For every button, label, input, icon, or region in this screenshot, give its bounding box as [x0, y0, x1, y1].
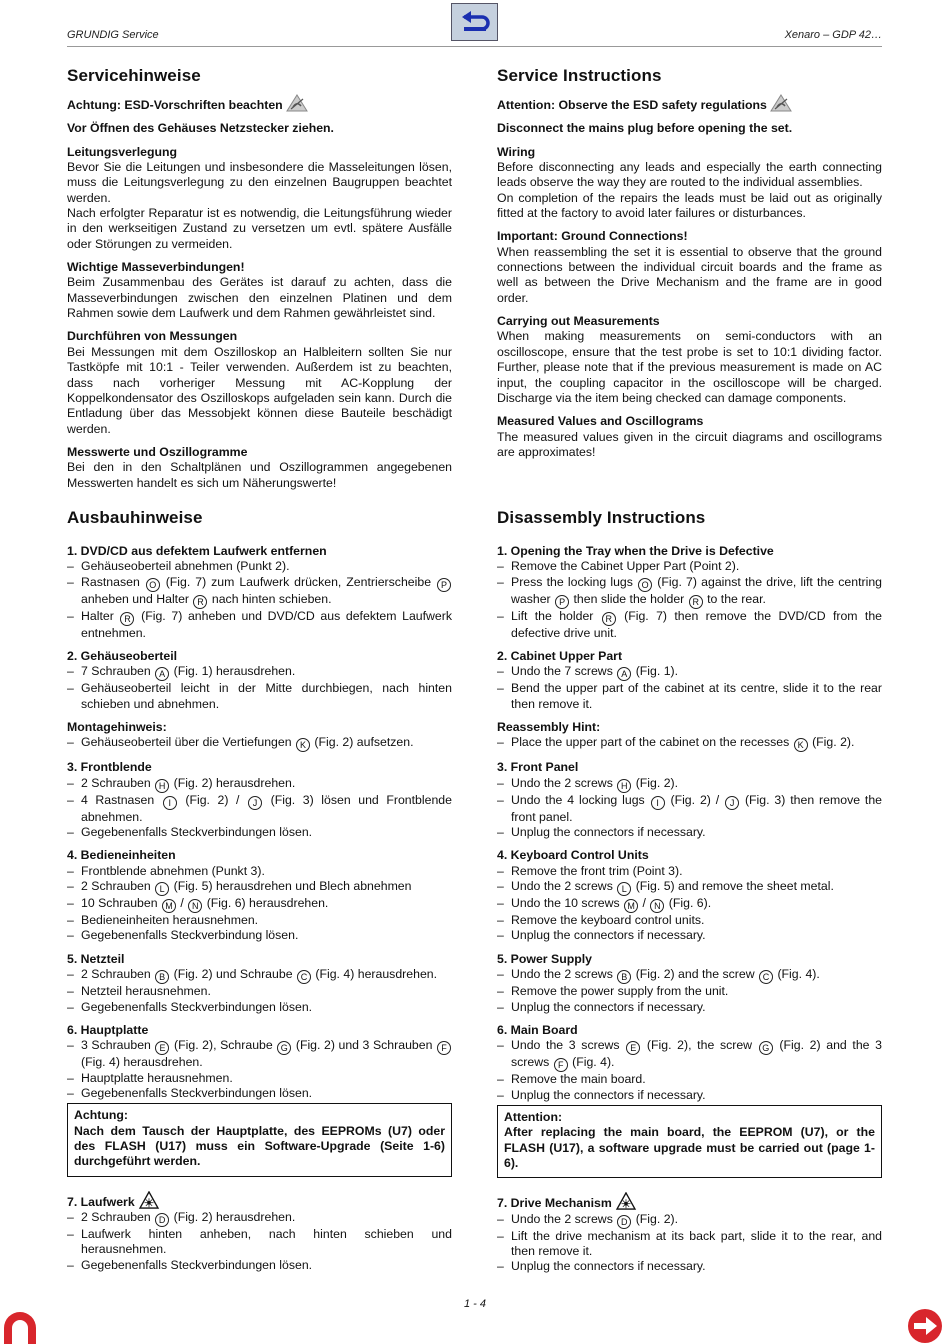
section-title: 4. Keyboard Control Units [497, 848, 649, 863]
wiring-title-en: Wiring [497, 144, 536, 159]
section-title: 6. Hauptplatte [67, 1022, 149, 1037]
section-1-en [497, 544, 882, 641]
esd-title-de: Achtung: ESD-Vorschriften beachten [67, 94, 452, 113]
section-3-en [497, 760, 882, 840]
list-item: – Remove the front trim (Point 3). [497, 864, 882, 879]
marker-b: B [617, 970, 631, 984]
ground-text-en: When reassembling the set it is essential to observe that the ground connections between the individual circuit boards and the frame as well as between the Drive Mechanism and the frame are in good order. [497, 244, 882, 305]
section-title: 1. DVD/CD aus defektem Laufwerk entfernen [67, 544, 327, 558]
marker-c: C [759, 970, 773, 984]
laser-warning-icon [615, 1192, 637, 1210]
attention-box-en [497, 1105, 882, 1178]
marker-o: O [146, 578, 160, 592]
section-4-de [67, 848, 452, 943]
list-item: – Remove the keyboard control units. [497, 913, 882, 928]
marker-h: H [617, 779, 631, 793]
list-item: – Place the upper part of the cabinet on the recesses K (Fig. 2). [497, 735, 882, 752]
marker-b: B [155, 970, 169, 984]
marker-f: F [554, 1058, 568, 1072]
marker-i: I [163, 796, 177, 810]
marker-m: M [624, 899, 638, 913]
wiring-text-2-en: On completion of the repairs the leads must be laid out as originally fitted at the factory to avoid later failures or disturbances. [497, 190, 882, 221]
list-item: – Unplug the connectors if necessary. [497, 928, 882, 943]
header-rule [67, 46, 882, 47]
values-title-en: Measured Values and Oscillograms [497, 414, 704, 429]
list-item: – Halter R (Fig. 7) anheben und DVD/CD aus defektem Laufwerk entnehmen. [67, 609, 452, 641]
list-item: – 2 Schrauben D (Fig. 2) herausdrehen. [67, 1210, 452, 1227]
list-item: – Unplug the connectors if necessary. [497, 1259, 882, 1274]
attention-text: Nach dem Tausch der Hauptplatte, des EEPROMs (U7) oder des FLASH (U17) muss ein Software-Upgrade (Seite 1-6) durchgeführt werden. [74, 1123, 445, 1169]
marker-p: P [437, 578, 451, 592]
section-2-de [67, 649, 452, 712]
german-service-column [67, 66, 452, 499]
back-arrow-icon [458, 9, 492, 36]
section-title: 2. Cabinet Upper Part [497, 649, 623, 664]
section-title: Montagehinweis: [67, 720, 167, 735]
list-item: – Remove the Cabinet Upper Part (Point 2). [497, 559, 882, 574]
marker-e: E [155, 1041, 169, 1055]
list-item: – 4 Rastnasen I (Fig. 2) / J (Fig. 3) lösen und Frontblende abnehmen. [67, 793, 452, 825]
list-item: – Press the locking lugs O (Fig. 7) against the drive, lift the centring washer P then slide the holder R to the rear. [497, 575, 882, 609]
english-disassembly-column [497, 508, 882, 1275]
attention-text: After replacing the main board, the EEPROM (U7), or the FLASH (U17), a software upgrade must be carried out (page 1-6). [504, 1125, 875, 1170]
list-item: – Frontblende abnehmen (Punkt 3). [67, 864, 452, 879]
list-item: – Gegebenenfalls Steckverbindung lösen. [67, 928, 452, 943]
marker-g: G [277, 1041, 291, 1055]
marker-f: F [437, 1041, 451, 1055]
list-item: – Gehäuseoberteil über die Vertiefungen K (Fig. 2) aufsetzen. [67, 735, 452, 752]
values-title-de: Messwerte und Oszillogramme [67, 444, 248, 459]
list-item: – Remove the main board. [497, 1072, 882, 1087]
section-3-de [67, 760, 452, 840]
marker-l: L [617, 882, 631, 896]
list-item: – Bend the upper part of the cabinet at its centre, slide it to the rear then remove it. [497, 681, 882, 712]
reassembly-hint-en [497, 720, 882, 752]
section-1-de [67, 544, 452, 641]
attention-title: Attention: [504, 1109, 563, 1124]
list-item: – Lift the holder R (Fig. 7) then remove the DVD/CD from the defective drive unit. [497, 609, 882, 641]
service-title-en: Service Instructions [497, 66, 662, 85]
section-5-en [497, 952, 882, 1015]
marker-a: A [155, 667, 169, 681]
marker-c: C [297, 970, 311, 984]
next-page-button[interactable] [906, 1308, 944, 1344]
marker-h: H [155, 779, 169, 793]
header-right: Xenaro – GDP 42… [784, 29, 882, 41]
list-item: – Gehäuseoberteil leicht in der Mitte durchbiegen, nach hinten schieben und abnehmen. [67, 681, 452, 712]
values-text-en: The measured values given in the circuit diagrams and oscillograms are approximates! [497, 429, 882, 459]
ground-title-de: Wichtige Masseverbindungen! [67, 260, 245, 275]
section-title: 7. Laufwerk [67, 1191, 452, 1210]
list-item: – 10 Schrauben M / N (Fig. 6) herausdrehen. [67, 896, 452, 913]
mains-warning-de: Vor Öffnen des Gehäuses Netzstecker ziehen. [67, 121, 334, 136]
marker-r: R [602, 612, 616, 626]
esd-warning-icon [286, 94, 308, 112]
marker-n: N [188, 899, 202, 913]
marker-g: G [759, 1041, 773, 1055]
marker-p: P [555, 595, 569, 609]
marker-o: O [638, 578, 652, 592]
service-title-de: Servicehinweise [67, 66, 201, 85]
header-left: GRUNDIG Service [67, 29, 159, 41]
marker-r: R [689, 595, 703, 609]
measure-text-de: Bei Messungen mit dem Oszilloskop an Halbleitern sollten Sie nur Tastköpfe mit 10:1 - Teiler verwenden. Außerdem ist zu beachten, dass nach vorheriger Messung mit AC-Kopplung der Koppelkondensator des Oszilloskops aufgeladen sein kann. Durch die Entladung über das Messobjekt können diese Bauteile beschädigt werden. [67, 344, 452, 436]
attention-box-de [67, 1103, 452, 1176]
marker-j: J [725, 796, 739, 810]
wiring-text-1-en: Before disconnecting any leads and especially the earth connecting leads observe the way they are routed to the individual assemblies. [497, 160, 882, 190]
list-item: – Undo the 4 locking lugs I (Fig. 2) / J (Fig. 3) then remove the front panel. [497, 793, 882, 825]
list-item: – Gegebenenfalls Steckverbindungen lösen. [67, 1258, 452, 1273]
list-item: – 2 Schrauben B (Fig. 2) und Schraube C (Fig. 4) herausdrehen. [67, 967, 452, 984]
section-2-en [497, 649, 882, 712]
list-item: – Undo the 2 screws D (Fig. 2). [497, 1212, 882, 1229]
esd-title-en: Attention: Observe the ESD safety regulations [497, 94, 882, 113]
list-item: – 7 Schrauben A (Fig. 1) herausdrehen. [67, 664, 452, 681]
marker-m: M [162, 899, 176, 913]
list-item: – Undo the 3 screws E (Fig. 2), the screw G (Fig. 2) and the 3 screws F (Fig. 4). [497, 1038, 882, 1072]
list-item: – Gegebenenfalls Steckverbindungen lösen. [67, 1086, 452, 1101]
marker-j: J [248, 796, 262, 810]
ground-text-de: Beim Zusammenbau des Gerätes ist darauf zu achten, dass die Masseverbindungen zwischen den einzelnen Platinen und dem Rahmen sowie dem Laufwerk und dem Rahmen gewährleistet sind. [67, 275, 452, 321]
measure-title-en: Carrying out Measurements [497, 314, 660, 329]
list-item: – Unplug the connectors if necessary. [497, 1000, 882, 1015]
disassembly-title-de: Ausbauhinweise [67, 508, 203, 527]
marker-n: N [650, 899, 664, 913]
list-item: – Undo the 2 screws B (Fig. 2) and the screw C (Fig. 4). [497, 967, 882, 984]
attention-title: Achtung: [74, 1108, 128, 1123]
marker-d: D [617, 1215, 631, 1229]
list-item: – Undo the 2 screws L (Fig. 5) and remove the sheet metal. [497, 879, 882, 896]
list-item: – Laufwerk hinten anheben, nach hinten schieben und herausnehmen. [67, 1227, 452, 1258]
list-item: – Bedieneinheiten herausnehmen. [67, 913, 452, 928]
marker-e: E [626, 1041, 640, 1055]
list-item: – Undo the 7 screws A (Fig. 1). [497, 664, 882, 681]
section-title: 6. Main Board [497, 1022, 578, 1037]
marker-r: R [120, 612, 134, 626]
esd-warning-icon [770, 94, 792, 112]
list-item: – Gehäuseoberteil abnehmen (Punkt 2). [67, 559, 452, 574]
list-item: – Unplug the connectors if necessary. [497, 1088, 882, 1103]
disassembly-title-en: Disassembly Instructions [497, 508, 706, 527]
list-item: – Lift the drive mechanism at its back part, slide it to the rear, and then remove it. [497, 1229, 882, 1260]
list-item: – Rastnasen O (Fig. 7) zum Laufwerk drücken, Zentrierscheibe P anheben und Halter R nach hinten schieben. [67, 575, 452, 609]
section-6-en [497, 1023, 882, 1103]
section-title: 7. Drive Mechanism [497, 1192, 882, 1211]
section-title: 4. Bedieneinheiten [67, 848, 176, 863]
marker-l: L [155, 882, 169, 896]
marker-d: D [155, 1213, 169, 1227]
marker-k: K [296, 738, 310, 752]
section-title: 3. Front Panel [497, 760, 579, 775]
grundig-logo-icon [0, 1308, 40, 1344]
section-4-en [497, 848, 882, 943]
reassembly-hint-de [67, 720, 452, 752]
list-item: – 2 Schrauben H (Fig. 2) herausdrehen. [67, 776, 452, 793]
section-title: 5. Power Supply [497, 951, 592, 966]
back-button[interactable] [451, 3, 498, 41]
list-item: – Hauptplatte herausnehmen. [67, 1071, 452, 1086]
values-text-de: Bei den in den Schaltplänen und Oszillogrammen angegebenen Messwerten handelt es sich um Näherungswerte! [67, 460, 452, 490]
marker-a: A [617, 667, 631, 681]
marker-r: R [193, 595, 207, 609]
section-title: Reassembly Hint: [497, 720, 601, 735]
list-item: – Netzteil herausnehmen. [67, 984, 452, 999]
list-item: – Gegebenenfalls Steckverbindungen lösen. [67, 825, 452, 840]
section-title: 2. Gehäuseoberteil [67, 649, 178, 664]
section-5-de [67, 952, 452, 1015]
ground-title-en: Important: Ground Connections! [497, 229, 688, 244]
measure-title-de: Durchführen von Messungen [67, 329, 238, 344]
english-service-column [497, 66, 882, 468]
german-disassembly-column [67, 508, 452, 1273]
laser-warning-icon [138, 1191, 160, 1209]
marker-i: I [651, 796, 665, 810]
list-item: – 3 Schrauben E (Fig. 2), Schraube G (Fig. 2) und 3 Schrauben F (Fig. 4) herausdrehen. [67, 1038, 452, 1070]
list-item: – 2 Schrauben L (Fig. 5) herausdrehen und Blech abnehmen [67, 879, 452, 896]
wiring-title-de: Leitungsverlegung [67, 144, 177, 159]
section-6-de [67, 1023, 452, 1101]
wiring-text-1-de: Bevor Sie die Leitungen und insbesondere die Masseleitungen lösen, muss die Leitungsverlegung zu den einzelnen Baugruppen beachtet werden. [67, 160, 452, 205]
section-title: 5. Netzteil [67, 951, 125, 966]
list-item: – Undo the 10 screws M / N (Fig. 6). [497, 896, 882, 913]
measure-text-en: When making measurements on semi-conductors with an oscilloscope, ensure that the test probe is set to 10:1 dividing factor. Further, please note that if the previous measurement is made on AC input, the coupling capacitor in the oscilloscope will be charged. Discharge via the item being checked can damage components. [497, 329, 882, 405]
next-arrow-icon [908, 1309, 942, 1343]
mains-warning-en: Disconnect the mains plug before opening the set. [497, 121, 793, 136]
list-item: – Remove the power supply from the unit. [497, 984, 882, 999]
section-7-de [67, 1191, 452, 1273]
page-number: 1 - 4 [463, 1298, 486, 1310]
list-item: – Undo the 2 screws H (Fig. 2). [497, 776, 882, 793]
list-item: – Gegebenenfalls Steckverbindungen lösen. [67, 1000, 452, 1015]
section-title: 1. Opening the Tray when the Drive is Defective [497, 544, 774, 558]
section-title: 3. Frontblende [67, 760, 152, 775]
list-item: – Unplug the connectors if necessary. [497, 825, 882, 840]
marker-k: K [794, 738, 808, 752]
section-7-en [497, 1192, 882, 1274]
wiring-text-2-de: Nach erfolgter Reparatur ist es notwendig, die Leitungsführung wieder in den werkseitigen Zustand zu versetzen um evtl. spätere Ausfälle oder Störungen zu vermeiden. [67, 206, 452, 251]
